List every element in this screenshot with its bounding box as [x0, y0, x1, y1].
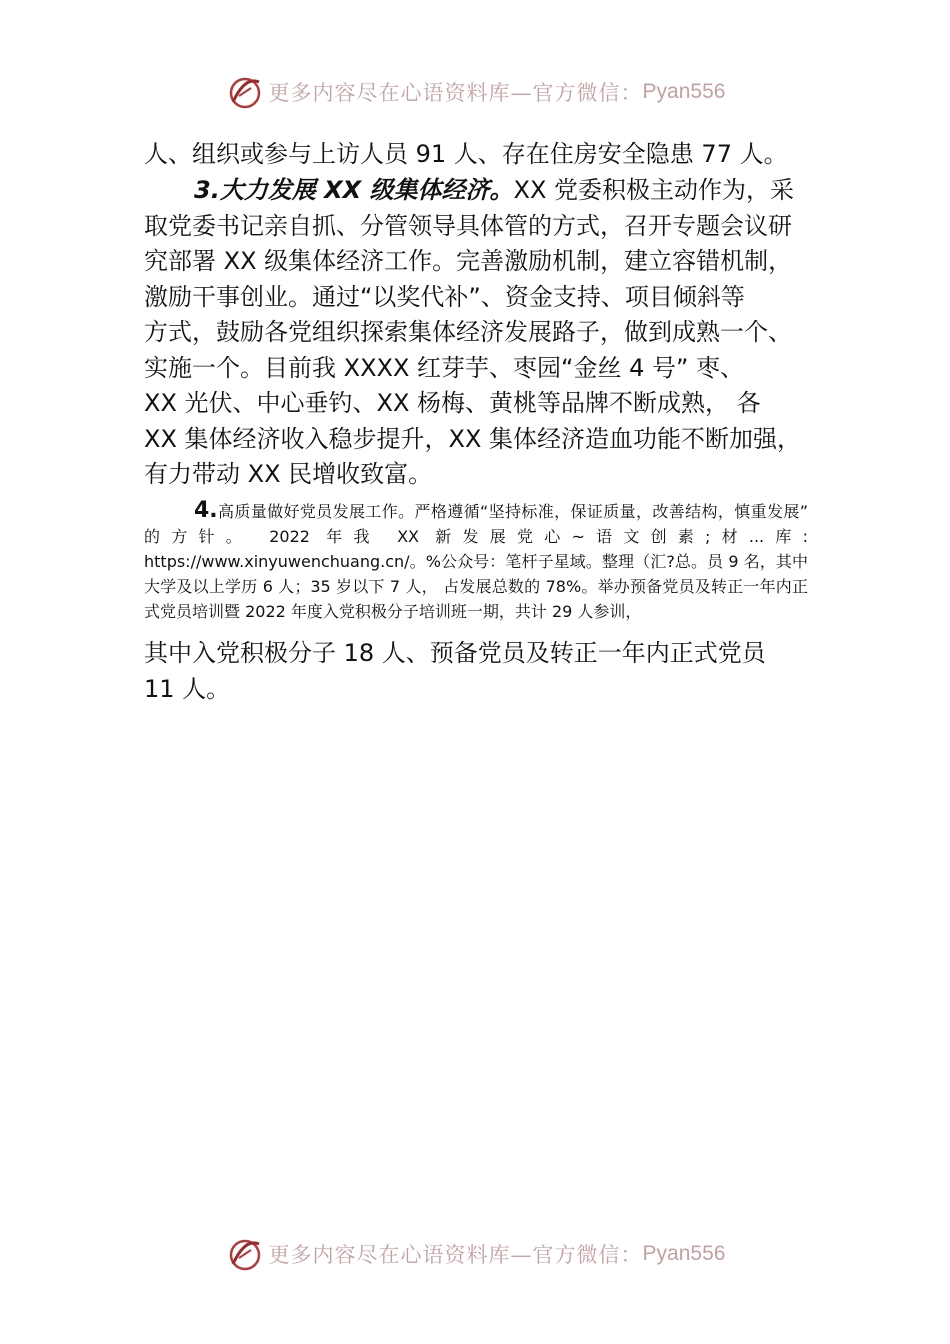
brand-logo-icon — [225, 72, 265, 112]
paragraph-3-line-2: 究部署 XX 级集体经济工作。完善激励机制，建立容错机制， — [144, 247, 793, 275]
paragraph-3 — [144, 173, 820, 493]
paragraph-3-line-6: XX 光伏、中心垂钓、XX 杨梅、黄桃等品牌不断成熟， 各 — [144, 389, 761, 417]
paragraph-3-line-7: XX 集体经济收入稳步提升，XX 集体经济造血功能不断加强， — [144, 424, 802, 453]
paragraph-4-text: 高质量做好党员发展工作。严格遵循“坚持标准，保证质量，改善结构，慎重发展” 的方针。 2022 年我 XX 新发展党心~语文创素;材...库: https://www.xinyuwenchuang.cn/。%公众号：笔杆子星域。整理（汇?总。员 9 名，其中大学及以上学历 6 人；35 岁以下 7 人， 占发展总数的 78%。举办预备党员及转正一年内正式党员培训暨 2022 年度入党积极分子培训班一期，共计 29 人参训， — [144, 502, 808, 621]
paragraph-3-line-1: 取党委书记亲自抓、分管领导具体管的方式，召开专题会议研 — [144, 211, 792, 240]
paragraph-3-line-0: XX 党委积极主动作为，采 — [513, 176, 795, 204]
paragraph-5-line-0: 其中入党积极分子 18 人、预备党员及转正一年内正式党员 — [144, 639, 766, 667]
banner-wechat-id: Pyan556 — [642, 80, 726, 103]
banner-text: 更多内容尽在心语资料库—官方微信： — [268, 1243, 643, 1267]
paragraph-3-line-8: 有力带动 XX 民增收致富。 — [144, 460, 433, 488]
brand-logo-icon — [225, 1234, 265, 1274]
paragraph-3-line-4: 方式，鼓励各党组织探索集体经济发展路子，做到成熟一个、 — [144, 318, 792, 346]
section-number-4: 4. — [194, 498, 218, 523]
paragraph-1: 人、组织或参与上访人员 91 人、存在住房安全隐患 77 人。 — [144, 140, 788, 168]
paragraph-4 — [144, 498, 808, 624]
paragraph-3-line-3: 激励干事创业。通过“以奖代补”、资金支持、项目倾斜等 — [144, 282, 745, 311]
header-banner — [0, 70, 950, 114]
paragraph-5 — [144, 636, 820, 707]
banner-text: 更多内容尽在心语资料库—官方微信： — [268, 81, 643, 105]
banner-wechat-id: Pyan556 — [642, 1242, 726, 1265]
paragraph-5-line-1: 11 人。 — [144, 674, 231, 703]
section-heading-3: 3.大力发展 XX 级集体经济。 — [194, 176, 514, 204]
footer-banner — [0, 1232, 950, 1276]
paragraph-3-line-5: 实施一个。目前我 XXXX 红芽芋、枣园“金丝 4 号” 枣、 — [144, 353, 745, 382]
